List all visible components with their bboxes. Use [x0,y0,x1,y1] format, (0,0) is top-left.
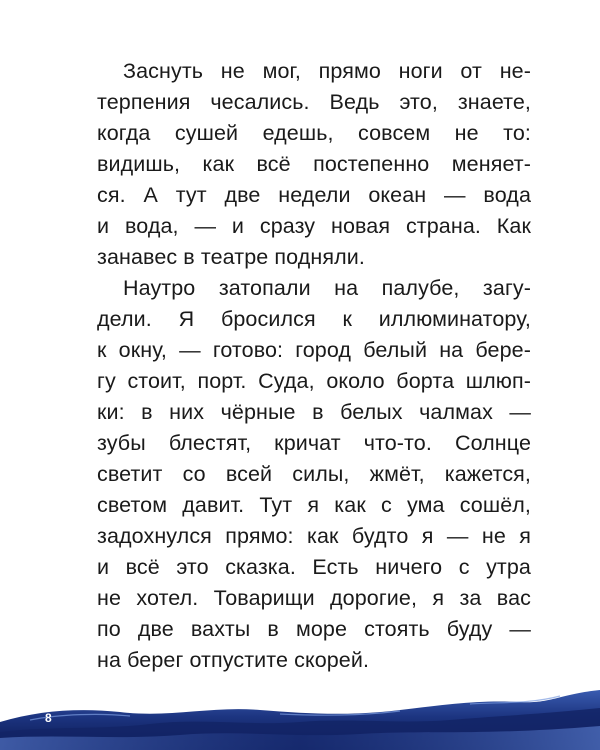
text-line: видишь, как всё постепенно меняет- [97,152,531,176]
sea-waves-illustration [0,680,600,750]
text-line: занавес в театре подняли. [97,245,365,269]
text-line: ки: в них чёрные в белых чалмах — [97,400,531,424]
text-line: задохнулся прямо: как будто я — не я [97,524,531,548]
text-line: и вода, — и сразу новая страна. Как [97,214,531,238]
text-line: светит со всей силы, жмёт, кажется, [97,462,531,486]
text-line: не хотел. Товарищи дорогие, я за вас [97,586,531,610]
text-line: ся. А тут две недели океан — вода [97,183,531,207]
text-line: гу стоит, порт. Суда, около борта шлюп- [97,369,531,393]
page-number: 8 [45,711,52,725]
text-line: когда сушей едешь, совсем не то: [97,121,531,145]
text-line: светом давит. Тут я как с ума сошёл, [97,493,531,517]
text-line: к окну, — готово: город белый на бере- [97,338,531,362]
text-line: терпения чесались. Ведь это, знаете, [97,90,531,114]
text-line: зубы блестят, кричат что-то. Солнце [97,431,531,455]
text-line: на берег отпустите скорей. [97,648,370,672]
page-text [97,56,531,676]
paragraph-1 [97,56,531,273]
text-line: Наутро затопали на палубе, загу- [123,276,531,300]
text-line: и всё это сказка. Есть ничего с утра [97,555,531,579]
text-line: дели. Я бросился к иллюминатору, [97,307,531,331]
text-line: по две вахты в море стоять буду — [97,617,531,641]
paragraph-2 [97,273,531,676]
text-line: Заснуть не мог, прямо ноги от не- [123,59,531,83]
